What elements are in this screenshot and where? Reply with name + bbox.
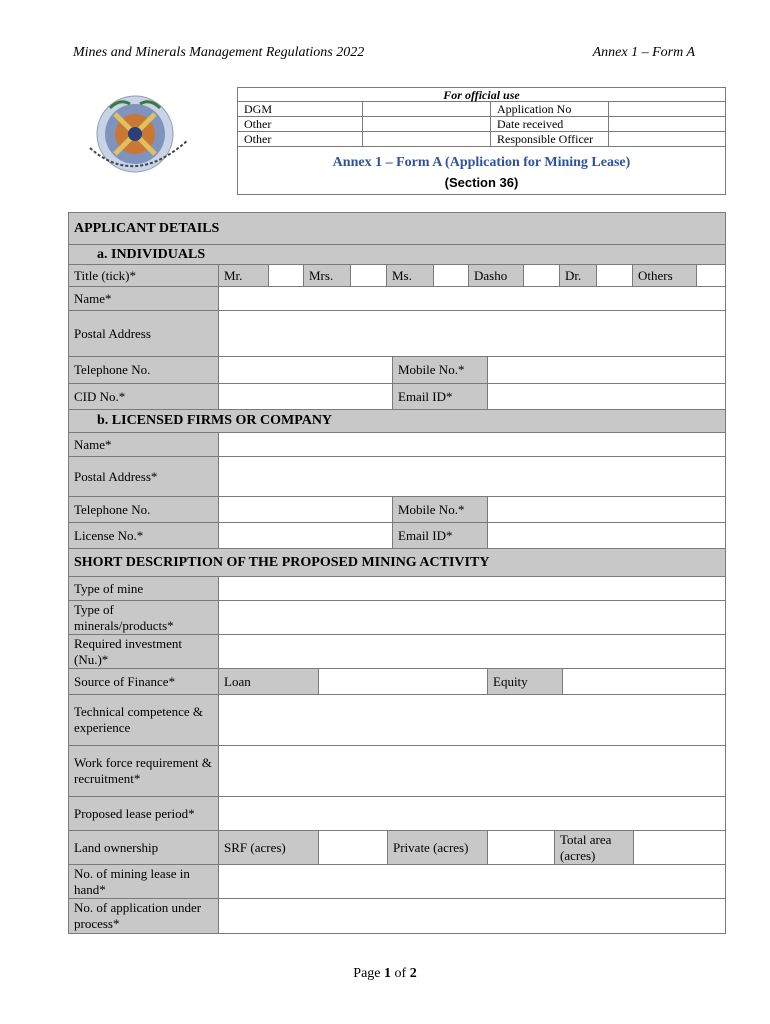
competence-field[interactable] bbox=[219, 695, 725, 745]
page-number bbox=[0, 966, 770, 982]
title-tick-mrs[interactable] bbox=[351, 265, 387, 286]
investment-row bbox=[69, 635, 725, 669]
firm-name-field[interactable] bbox=[219, 433, 725, 456]
total-area-label: Total area (acres) bbox=[555, 831, 634, 864]
firm-email-label: Email ID* bbox=[393, 523, 488, 548]
srf-label: SRF (acres) bbox=[219, 831, 319, 864]
title-tick-mr[interactable] bbox=[269, 265, 304, 286]
title-tick-dasho[interactable] bbox=[524, 265, 560, 286]
individuals-heading-row bbox=[69, 245, 725, 265]
individual-mobile-label: Mobile No.* bbox=[393, 357, 488, 383]
title-tick-others[interactable] bbox=[697, 265, 725, 286]
official-field-application-no[interactable] bbox=[609, 102, 725, 117]
workforce-label: Work force requirement & recruitment* bbox=[69, 746, 219, 796]
individual-name-field[interactable] bbox=[219, 287, 725, 310]
activity-heading-row bbox=[69, 549, 725, 577]
individuals-heading: a. INDIVIDUALS bbox=[69, 245, 725, 264]
firms-heading-row bbox=[69, 410, 725, 433]
applications-row bbox=[69, 899, 725, 933]
title-option-mr: Mr. bbox=[219, 265, 269, 286]
finance-label: Source of Finance* bbox=[69, 669, 219, 694]
individual-cid-field[interactable] bbox=[219, 384, 393, 409]
title-row bbox=[69, 265, 725, 287]
firm-mobile-label: Mobile No.* bbox=[393, 497, 488, 522]
investment-label: Required investment (Nu.)* bbox=[69, 635, 219, 668]
applicant-details-heading-row bbox=[69, 213, 725, 245]
page-total: 2 bbox=[409, 966, 417, 981]
individual-cid-row bbox=[69, 384, 725, 410]
workforce-field[interactable] bbox=[219, 746, 725, 796]
leases-in-hand-field[interactable] bbox=[219, 865, 725, 898]
firm-license-row bbox=[69, 523, 725, 549]
type-of-mine-field[interactable] bbox=[219, 577, 725, 600]
individual-postal-label: Postal Address bbox=[69, 311, 219, 356]
individual-phone-row bbox=[69, 357, 725, 384]
competence-row bbox=[69, 695, 725, 746]
official-use-box bbox=[237, 87, 726, 195]
individual-cid-label: CID No.* bbox=[69, 384, 219, 409]
type-of-mine-label: Type of mine bbox=[69, 577, 219, 600]
official-label-dgm: DGM bbox=[238, 102, 363, 117]
title-option-ms: Ms. bbox=[387, 265, 434, 286]
applications-field[interactable] bbox=[219, 899, 725, 933]
loan-field[interactable] bbox=[319, 669, 488, 694]
firm-phone-row bbox=[69, 497, 725, 523]
individual-mobile-field[interactable] bbox=[488, 357, 725, 383]
page-header bbox=[73, 45, 695, 63]
lease-period-label: Proposed lease period* bbox=[69, 797, 219, 830]
official-field-responsible-officer[interactable] bbox=[609, 132, 725, 147]
official-field-dgm[interactable] bbox=[363, 102, 491, 117]
individual-postal-field[interactable] bbox=[219, 311, 725, 356]
individual-name-row bbox=[69, 287, 725, 311]
official-label-application-no: Application No bbox=[491, 102, 609, 117]
private-label: Private (acres) bbox=[388, 831, 488, 864]
equity-field[interactable] bbox=[563, 669, 725, 694]
land-ownership-label: Land ownership bbox=[69, 831, 219, 864]
official-use-title: For official use bbox=[238, 88, 725, 102]
srf-field[interactable] bbox=[319, 831, 388, 864]
individual-postal-row bbox=[69, 311, 725, 357]
firm-mobile-field[interactable] bbox=[488, 497, 725, 522]
title-option-mrs: Mrs. bbox=[304, 265, 351, 286]
firm-name-row bbox=[69, 433, 725, 457]
regulation-title: Mines and Minerals Management Regulations 2022 bbox=[73, 45, 365, 60]
total-area-field[interactable] bbox=[634, 831, 725, 864]
form-subtitle: (Section 36) bbox=[444, 175, 519, 190]
official-field-other-2[interactable] bbox=[363, 132, 491, 147]
national-emblem-icon bbox=[80, 88, 200, 188]
official-label-responsible-officer: Responsible Officer bbox=[491, 132, 609, 147]
type-of-minerals-label: Type of minerals/products* bbox=[69, 601, 219, 634]
type-of-minerals-row bbox=[69, 601, 725, 635]
leases-in-hand-row bbox=[69, 865, 725, 899]
official-use-grid bbox=[238, 102, 725, 147]
official-label-date-received: Date received bbox=[491, 117, 609, 132]
lease-period-row bbox=[69, 797, 725, 831]
private-field[interactable] bbox=[488, 831, 555, 864]
lease-period-field[interactable] bbox=[219, 797, 725, 830]
title-label: Title (tick)* bbox=[69, 265, 219, 286]
applicant-details-heading: APPLICANT DETAILS bbox=[69, 213, 725, 244]
firm-email-field[interactable] bbox=[488, 523, 725, 548]
leases-in-hand-label: No. of mining lease in hand* bbox=[69, 865, 219, 898]
page-prefix: Page bbox=[353, 966, 385, 981]
page-current: 1 bbox=[384, 966, 392, 981]
firm-license-label: License No.* bbox=[69, 523, 219, 548]
firm-telephone-label: Telephone No. bbox=[69, 497, 219, 522]
official-label-other-1: Other bbox=[238, 117, 363, 132]
individual-email-field[interactable] bbox=[488, 384, 725, 409]
individual-telephone-label: Telephone No. bbox=[69, 357, 219, 383]
individual-email-label: Email ID* bbox=[393, 384, 488, 409]
title-tick-ms[interactable] bbox=[434, 265, 469, 286]
activity-heading: SHORT DESCRIPTION OF THE PROPOSED MINING ACTIVITY bbox=[69, 549, 725, 576]
individual-name-label: Name* bbox=[69, 287, 219, 310]
title-option-dasho: Dasho bbox=[469, 265, 524, 286]
firm-postal-row bbox=[69, 457, 725, 497]
workforce-row bbox=[69, 746, 725, 797]
finance-row bbox=[69, 669, 725, 695]
firm-name-label: Name* bbox=[69, 433, 219, 456]
competence-label: Technical competence & experience bbox=[69, 695, 219, 745]
page-middle: of bbox=[391, 966, 410, 981]
type-of-mine-row bbox=[69, 577, 725, 601]
applications-label: No. of application under process* bbox=[69, 899, 219, 933]
firm-postal-field[interactable] bbox=[219, 457, 725, 496]
annex-label: Annex 1 – Form A bbox=[592, 45, 695, 60]
firm-telephone-field[interactable] bbox=[219, 497, 393, 522]
official-field-other-1[interactable] bbox=[363, 117, 491, 132]
investment-field[interactable] bbox=[219, 635, 725, 668]
loan-label: Loan bbox=[219, 669, 319, 694]
official-label-other-2: Other bbox=[238, 132, 363, 147]
official-field-date-received[interactable] bbox=[609, 117, 725, 132]
form-title: Annex 1 – Form A (Application for Mining Lease) bbox=[332, 155, 631, 170]
firm-license-field[interactable] bbox=[219, 523, 393, 548]
firms-heading: b. LICENSED FIRMS OR COMPANY bbox=[69, 410, 725, 432]
equity-label: Equity bbox=[488, 669, 563, 694]
individual-telephone-field[interactable] bbox=[219, 357, 393, 383]
type-of-minerals-field[interactable] bbox=[219, 601, 725, 634]
land-ownership-row bbox=[69, 831, 725, 865]
title-option-dr: Dr. bbox=[560, 265, 597, 286]
title-option-others: Others bbox=[633, 265, 697, 286]
application-form-table bbox=[68, 212, 726, 934]
firm-postal-label: Postal Address* bbox=[69, 457, 219, 496]
title-tick-dr[interactable] bbox=[597, 265, 633, 286]
